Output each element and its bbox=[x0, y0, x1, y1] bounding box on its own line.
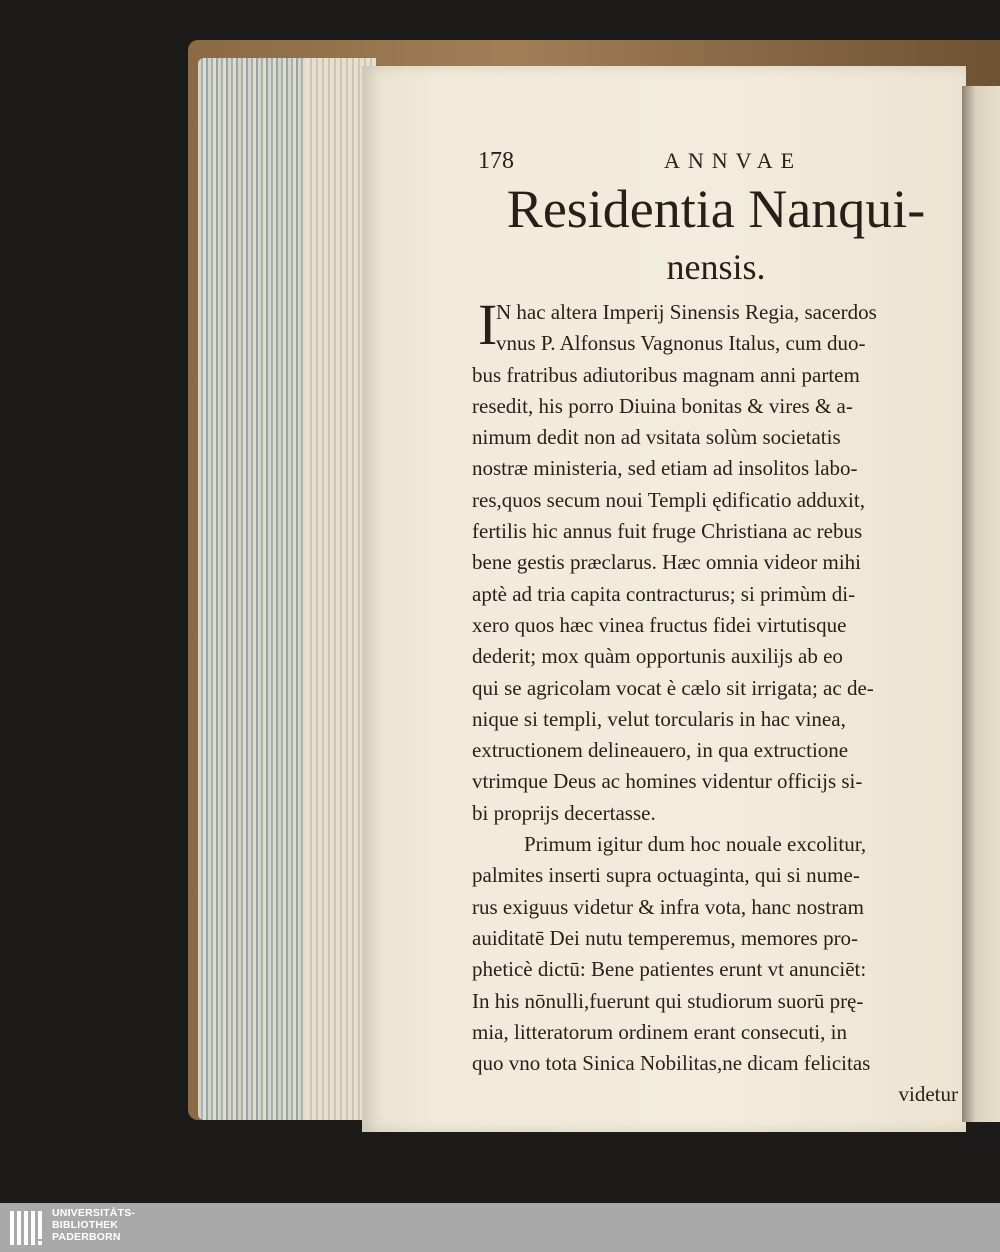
text-line: dederit; mox quàm opportunis auxilijs ab eo bbox=[472, 644, 843, 669]
institution-line-1: UNIVERSITÄTS- bbox=[52, 1207, 136, 1219]
section-heading bbox=[478, 176, 954, 290]
text-line: Primum igitur dum hoc nouale excolitur, bbox=[524, 832, 867, 857]
text-line: fertilis hic annus fuit fruge Christiana ac rebus bbox=[472, 519, 863, 544]
text-line: rus exiguus videtur & infra vota, hanc nostram bbox=[472, 894, 864, 919]
text-line: vtrimque Deus ac homines videntur officijs si- bbox=[472, 769, 863, 794]
text-line: aptè ad tria capita contracturus; si primùm di- bbox=[472, 581, 856, 606]
text-line: qui se agricolam vocat è cælo sit irrigata; ac de- bbox=[472, 675, 874, 700]
text-line: vnus P. Alfonsus Vagnonus Italus, cum duo- bbox=[496, 331, 866, 356]
facing-page bbox=[962, 86, 1000, 1122]
heading-line-2: nensis. bbox=[666, 247, 766, 287]
text-line: videtur bbox=[898, 1082, 958, 1107]
text-line: In his nōnulli,fuerunt qui studiorum suorū prę- bbox=[472, 988, 864, 1013]
text-line: N hac altera Imperij Sinensis Regia, sacerdos bbox=[496, 300, 877, 324]
page-block-edge bbox=[198, 58, 376, 1120]
text-line: pheticè dictū: Bene patientes erunt vt anunciēt: bbox=[472, 957, 867, 982]
institution-line-2: BIBLIOTHEK bbox=[52, 1219, 119, 1231]
text-line: nostræ ministeria, sed etiam ad insolitos labo- bbox=[472, 456, 858, 481]
text-line: bi proprijs decertasse. bbox=[472, 800, 656, 825]
institution-line-3: PADERBORN bbox=[52, 1231, 121, 1243]
text-line: mia, litteratorum ordinem erant consecuti, in bbox=[472, 1019, 847, 1044]
institution-name bbox=[52, 1207, 135, 1243]
text-line: res,quos secum noui Templi ędificatio adduxit, bbox=[472, 487, 865, 512]
footer-bar bbox=[0, 1203, 1000, 1252]
text-line: bene gestis præclarus. Hæc omnia videor mihi bbox=[472, 550, 862, 575]
text-line: extructionem delineauero, in qua extructione bbox=[472, 738, 849, 763]
text-line: quo vno tota Sinica Nobilitas,ne dicam felicitas bbox=[472, 1051, 871, 1076]
text-line: bus fratribus adiutoribus magnam anni partem bbox=[472, 362, 860, 387]
text-line: resedit, his porro Diuina bonitas & vires & a- bbox=[472, 393, 853, 418]
text-line: auiditatē Dei nutu temperemus, memores pro- bbox=[472, 925, 859, 950]
text-line: xero quos hæc vinea fructus fidei virtutisque bbox=[472, 612, 847, 637]
body-text bbox=[472, 292, 958, 1111]
text-line: nimum dedit non ad vsitata solùm societatis bbox=[472, 425, 841, 450]
heading-line-1: Residentia Nanqui- bbox=[506, 179, 926, 239]
library-logo-icon bbox=[8, 1207, 48, 1249]
drop-cap: I bbox=[478, 292, 498, 357]
running-head bbox=[478, 148, 948, 178]
page-number: 178 bbox=[478, 148, 514, 174]
running-title: ANNVAE bbox=[664, 148, 803, 173]
text-line: palmites inserti supra octuaginta, qui si nume- bbox=[472, 863, 860, 888]
text-line: nique si templi, velut torcularis in hac vinea, bbox=[472, 706, 846, 731]
